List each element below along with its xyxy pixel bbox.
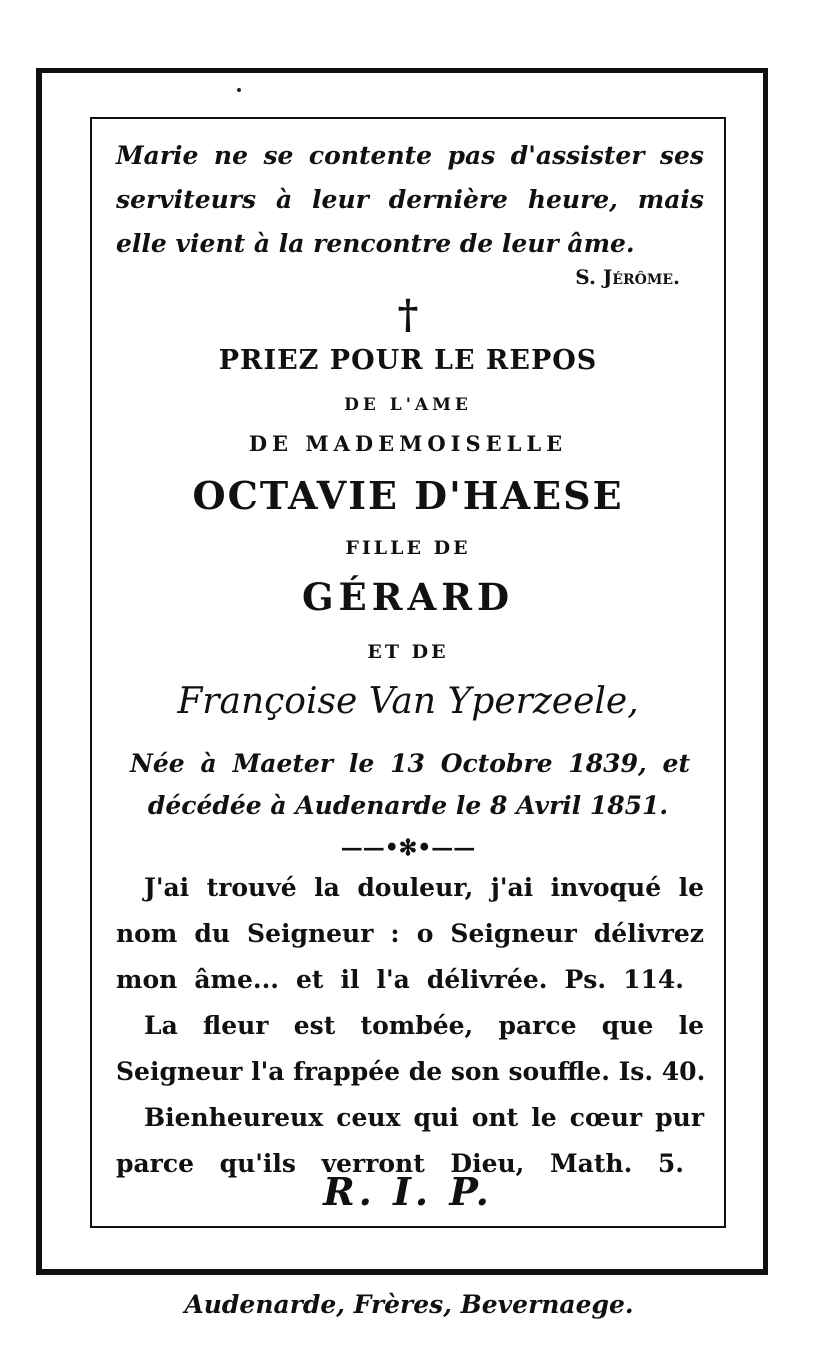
death-date-line: décédée à Audenarde le 8 Avril 1851. bbox=[147, 791, 669, 820]
epigraph-line-3: elle vient à la rencontre de leur âme. bbox=[116, 229, 635, 258]
deceased-name: OCTAVIE D'HAESE bbox=[192, 473, 624, 518]
verse-line-4: La fleur est tombée, parce que le bbox=[144, 1011, 704, 1040]
rip-inscription: R. I. P. bbox=[323, 1169, 493, 1214]
epigraph-line-2: serviteurs à leur dernière heure, mais bbox=[116, 185, 704, 214]
verse-line-1: J'ai trouvé la douleur, j'ai invoqué le bbox=[144, 873, 704, 902]
mother-name: Françoise Van Yperzeele, bbox=[177, 681, 639, 722]
inner-border-frame bbox=[90, 117, 726, 1228]
heading-soul: DE L'AME bbox=[344, 395, 472, 415]
verse-line-6: Bienheureux ceux qui ont le cœur pur bbox=[144, 1103, 704, 1132]
father-name: GÉRARD bbox=[301, 575, 515, 619]
ornament-divider: ——•✻•—— bbox=[340, 835, 476, 861]
outer-border-frame bbox=[36, 68, 768, 1275]
printer-imprint: Audenarde, Frères, Bevernaege. bbox=[184, 1290, 634, 1319]
birth-date-line: Née à Maeter le 13 Octobre 1839, et bbox=[130, 749, 690, 778]
heading-pray: PRIEZ POUR LE REPOS bbox=[218, 345, 598, 376]
cross-icon: † bbox=[397, 291, 419, 338]
epigraph-line-1: Marie ne se contente pas d'assister ses bbox=[116, 141, 704, 170]
verse-line-5: Seigneur l'a frappée de son souffle. Is. 40. bbox=[116, 1057, 706, 1086]
epigraph-attribution: S. Jérôme. bbox=[575, 265, 680, 289]
verse-line-2: nom du Seigneur : o Seigneur délivrez bbox=[116, 919, 704, 948]
heading-and-of: ET DE bbox=[367, 641, 449, 663]
verse-line-3: mon âme... et il l'a délivrée. Ps. 114. bbox=[116, 965, 684, 994]
heading-mademoiselle: DE MADEMOISELLE bbox=[248, 431, 568, 456]
heading-daughter-of: FILLE DE bbox=[345, 537, 471, 559]
verse-line-7: parce qu'ils verront Dieu, Math. 5. bbox=[116, 1149, 684, 1178]
